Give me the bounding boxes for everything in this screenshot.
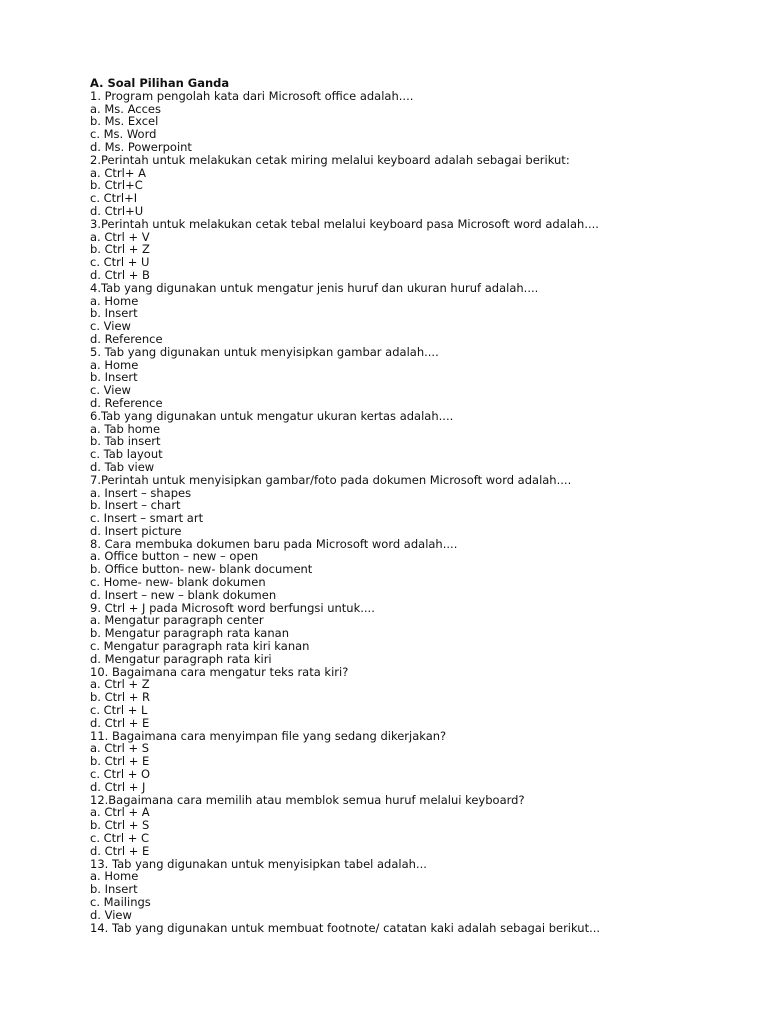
question-block bbox=[90, 282, 750, 346]
answer-option: b. Ctrl + Z bbox=[90, 242, 150, 257]
question-text: 6.Tab yang digunakan untuk mengatur ukuran kertas adalah.... bbox=[90, 408, 454, 423]
question-block bbox=[90, 346, 750, 410]
answer-option: c. Ms. Word bbox=[90, 127, 157, 142]
question-text: 7.Perintah untuk menyisipkan gambar/foto pada dokumen Microsoft word adalah.... bbox=[90, 472, 572, 487]
answer-option: d. Ctrl + E bbox=[90, 843, 150, 858]
question-text: 8. Cara membuka dokumen baru pada Microsoft word adalah.... bbox=[90, 536, 458, 551]
answer-option: a. Home bbox=[90, 869, 139, 884]
question-text: 1. Program pengolah kata dari Microsoft office adalah.... bbox=[90, 88, 414, 103]
question-block bbox=[90, 538, 750, 602]
answer-option: d. Reference bbox=[90, 331, 163, 346]
answer-option: b. Ctrl+C bbox=[90, 178, 143, 193]
answer-option: b. Insert bbox=[90, 306, 138, 321]
answer-option: d. Mengatur paragraph rata kiri bbox=[90, 651, 272, 666]
question-text: 4.Tab yang digunakan untuk mengatur jenis huruf dan ukuran huruf adalah.... bbox=[90, 280, 539, 295]
answer-option: c. View bbox=[90, 383, 131, 398]
answer-option: c. Ctrl + O bbox=[90, 767, 151, 782]
answer-option: b. Insert – chart bbox=[90, 498, 181, 513]
answer-option: c. Ctrl+I bbox=[90, 191, 138, 206]
question-text: 11. Bagaimana cara menyimpan file yang sedang dikerjakan? bbox=[90, 728, 447, 743]
question-block bbox=[90, 730, 750, 794]
question-list bbox=[90, 90, 750, 935]
answer-option: a. Ctrl + A bbox=[90, 805, 150, 820]
question-block bbox=[90, 922, 750, 935]
answer-option: b. Tab insert bbox=[90, 434, 161, 449]
answer-option: b. Mengatur paragraph rata kanan bbox=[90, 626, 289, 641]
answer-option: c. Mengatur paragraph rata kiri kanan bbox=[90, 639, 310, 654]
answer-option: a. Ctrl+ A bbox=[90, 165, 146, 180]
answer-option: d. Tab view bbox=[90, 459, 155, 474]
question-block bbox=[90, 474, 750, 538]
answer-option: c. Ctrl + C bbox=[90, 831, 150, 846]
question-block bbox=[90, 90, 750, 154]
answer-option: c. Ctrl + L bbox=[90, 703, 148, 718]
document-page bbox=[90, 77, 750, 934]
question-text: 14. Tab yang digunakan untuk membuat footnote/ catatan kaki adalah sebagai berikut... bbox=[90, 920, 601, 935]
answer-option: b. Insert bbox=[90, 370, 138, 385]
question-text: 5. Tab yang digunakan untuk menyisipkan gambar adalah.... bbox=[90, 344, 439, 359]
answer-option: c. Tab layout bbox=[90, 447, 163, 462]
question-text: 10. Bagaimana cara mengatur teks rata kiri? bbox=[90, 664, 349, 679]
answer-option: a. Home bbox=[90, 293, 139, 308]
question-block bbox=[90, 154, 750, 218]
answer-option: a. Ctrl + Z bbox=[90, 677, 150, 692]
answer-option: a. Insert – shapes bbox=[90, 485, 192, 500]
question-text: 2.Perintah untuk melakukan cetak miring melalui keyboard adalah sebagai berikut: bbox=[90, 152, 570, 167]
question-block bbox=[90, 858, 750, 922]
answer-option: a. Tab home bbox=[90, 421, 161, 436]
answer-option: a. Mengatur paragraph center bbox=[90, 613, 264, 628]
answer-option: d. Ms. Powerpoint bbox=[90, 139, 192, 154]
answer-option: a. Ctrl + V bbox=[90, 229, 150, 244]
answer-option: d. Ctrl + J bbox=[90, 779, 146, 794]
question-block bbox=[90, 602, 750, 666]
answer-option: d. Ctrl + E bbox=[90, 715, 150, 730]
question-block bbox=[90, 666, 750, 730]
answer-option: b. Insert bbox=[90, 882, 138, 897]
answer-option: b. Ms. Excel bbox=[90, 114, 159, 129]
section-heading: A. Soal Pilihan Ganda bbox=[90, 76, 230, 90]
answer-option: c. Insert – smart art bbox=[90, 511, 204, 526]
answer-option: d. Insert – new – blank dokumen bbox=[90, 587, 277, 602]
answer-option: a. Office button – new – open bbox=[90, 549, 259, 564]
answer-option: c. Ctrl + U bbox=[90, 255, 150, 270]
answer-option: d. Reference bbox=[90, 395, 163, 410]
answer-option: a. Ctrl + S bbox=[90, 741, 150, 756]
question-text: 13. Tab yang digunakan untuk menyisipkan tabel adalah... bbox=[90, 856, 427, 871]
answer-option: a. Ms. Acces bbox=[90, 101, 161, 116]
answer-option: b. Ctrl + E bbox=[90, 754, 150, 769]
answer-option: c. View bbox=[90, 319, 131, 334]
question-block bbox=[90, 794, 750, 858]
question-text: 3.Perintah untuk melakukan cetak tebal melalui keyboard pasa Microsoft word adalah.... bbox=[90, 216, 599, 231]
answer-option: d. View bbox=[90, 907, 132, 922]
answer-option: d. Insert picture bbox=[90, 523, 182, 538]
answer-option: b. Office button- new- blank document bbox=[90, 562, 313, 577]
question-text: 9. Ctrl + J pada Microsoft word berfungsi untuk.... bbox=[90, 600, 375, 615]
answer-option: d. Ctrl + B bbox=[90, 267, 150, 282]
answer-option: b. Ctrl + S bbox=[90, 818, 150, 833]
answer-option: a. Home bbox=[90, 357, 139, 372]
answer-option: d. Ctrl+U bbox=[90, 203, 144, 218]
question-text: 12.Bagaimana cara memilih atau memblok semua huruf melalui keyboard? bbox=[90, 792, 525, 807]
answer-option: c. Mailings bbox=[90, 895, 151, 909]
question-block bbox=[90, 218, 750, 282]
answer-option: c. Home- new- blank dokumen bbox=[90, 575, 266, 590]
question-block bbox=[90, 410, 750, 474]
answer-option: b. Ctrl + R bbox=[90, 690, 151, 705]
